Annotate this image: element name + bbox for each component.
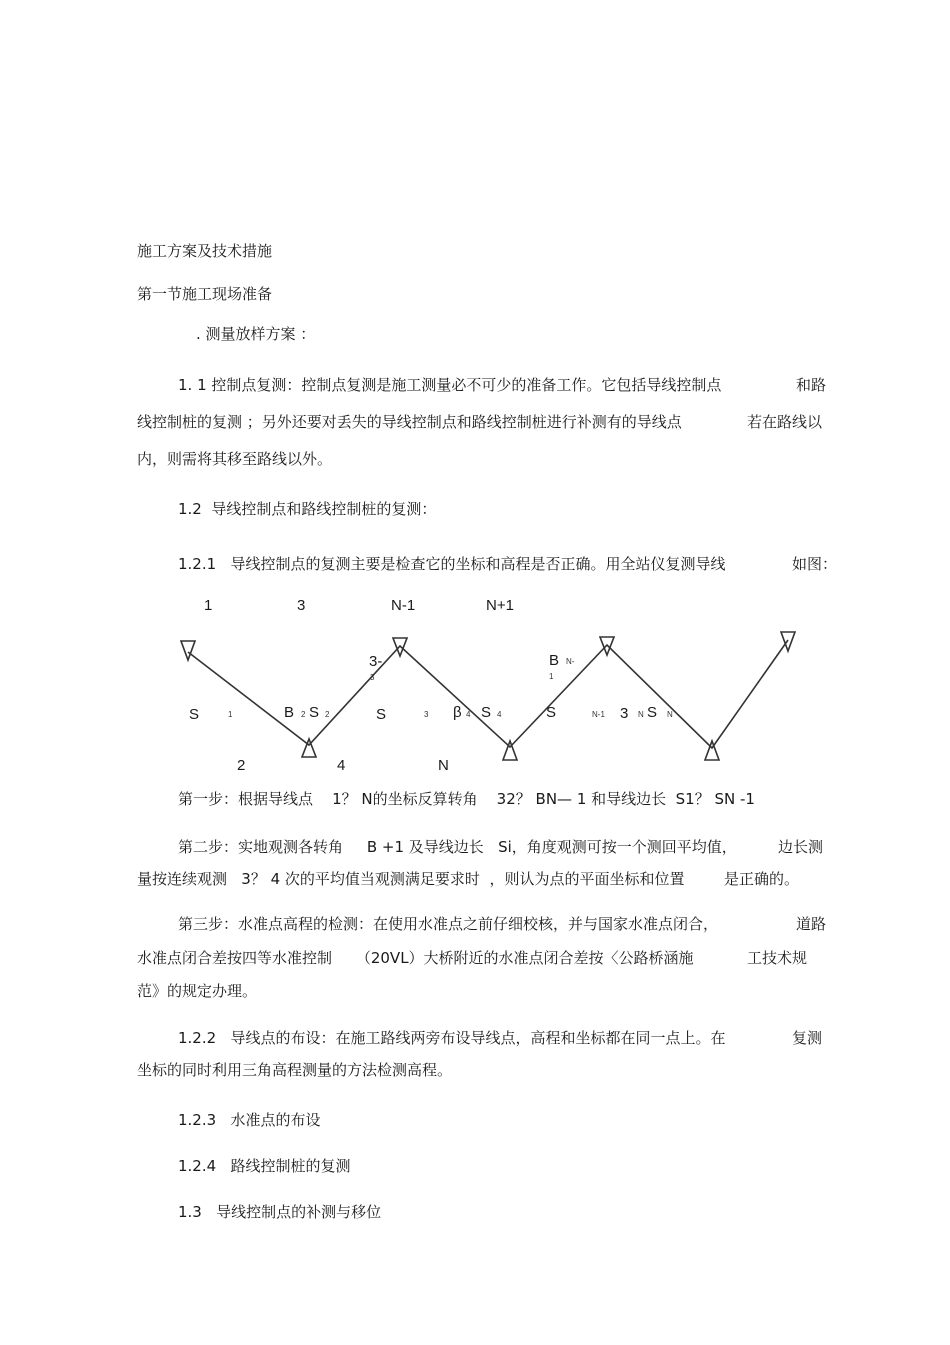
top-label-1: 1 [204, 597, 213, 614]
paragraph-1-2-1-end: 如图： [792, 555, 838, 573]
angle-sub-b-1: 1 [549, 672, 554, 681]
paragraph-1-1-line-3: 内，则需将其移至路线以外。 [137, 450, 333, 468]
heading-1-2-3: 1.2.3 水准点的布设 [178, 1111, 321, 1129]
paragraph-1-1-line-2: 线控制桩的复测 ；另外还要对丢失的导线控制点和路线控制桩进行补测有的导线点 [137, 413, 682, 431]
mid-sub-4b: 4 [497, 710, 502, 719]
mid-sub-4a: 4 [466, 710, 471, 719]
bottom-label-n: N [438, 757, 449, 774]
mid-label-n: N [638, 710, 644, 719]
mid-sub-n: N [667, 710, 673, 719]
mid-sub-2b: 2 [325, 710, 330, 719]
bottom-label-2: 2 [237, 757, 246, 774]
paragraph-1-1-line-1: 1. 1 控制点复测：控制点复测是施工测量必不可少的准备工作。它包括导线控制点 [178, 376, 722, 394]
heading-1-3: 1.3 导线控制点的补测与移位 [178, 1203, 382, 1221]
paragraph-1-2-2-line-2: 坐标的同时利用三角高程测量的方法检测高程。 [137, 1061, 453, 1079]
step-3-line-1: 第三步：水准点高程的检测：在使用水准点之前仔细校核，并与国家水准点闭合， [178, 915, 719, 933]
document-title: 施工方案及技术措施 [137, 242, 273, 260]
top-label-3: 3 [297, 597, 306, 614]
angle-sub-b-n: N- [566, 657, 575, 666]
mid-sub-3: 3 [424, 710, 429, 719]
mid-label-3: 3 [620, 705, 629, 722]
mid-sub-n-minus-1: N-1 [592, 710, 605, 719]
step-3-line-1-end: 道路 [796, 915, 827, 933]
mid-label-s1: S [189, 706, 200, 723]
mid-label-s-n: S [546, 704, 557, 721]
mid-sub-1: 1 [228, 710, 233, 719]
station-marker-1 [181, 641, 195, 660]
step-2-line-1-end: 边长测 [778, 838, 824, 856]
paragraph-1-1-line-1-end: 和路 [796, 376, 827, 394]
section-title: 第一节施工现场准备 [137, 285, 273, 303]
top-label-n-plus-1: N+1 [486, 597, 514, 614]
mid-label-s-last: S [647, 704, 658, 721]
heading-1-2-4: 1.2.4 路线控制桩的复测 [178, 1157, 351, 1175]
angle-label-3: 3- [369, 653, 383, 670]
paragraph-1-2-1: 1.2.1 导线控制点的复测主要是检查它的坐标和高程是否正确。用全站仪复测导线 [178, 555, 726, 573]
angle-sub-3: 3 [370, 673, 375, 682]
top-label-n-minus-1: N-1 [391, 597, 416, 614]
step-3-line-2: 水准点闭合差按四等水准控制 （20VL）大桥附近的水准点闭合差按〈公路桥涵施 [137, 949, 694, 967]
heading-1-2: 1.2 导线控制点和路线控制桩的复测： [178, 500, 437, 518]
step-2-line-1: 第二步：实地观测各转角 B +1 及导线边长 Si，角度观测可按一个测回平均值， [178, 838, 737, 856]
mid-label-s2: S [309, 704, 320, 721]
step-2-line-2-end: 是正确的。 [724, 870, 800, 888]
traverse-polyline [188, 640, 788, 748]
mid-label-beta4: β [453, 704, 462, 721]
step-3-line-3: 范》的规定办理。 [137, 982, 258, 1000]
mid-label-s3: S [376, 706, 387, 723]
paragraph-1-2-2-line-1: 1.2.2 导线点的布设：在施工路线两旁布设导线点，高程和坐标都在同一点上。在 [178, 1029, 726, 1047]
station-marker-4 [503, 741, 517, 760]
angle-label-b: B [549, 652, 560, 669]
mid-label-s4: S [481, 704, 492, 721]
paragraph-1-2-2-line-1-end: 复测 [792, 1029, 823, 1047]
step-3-line-2-end: 工技术规 [747, 949, 808, 967]
subsection-title: . 测量放样方案 ： [196, 325, 316, 343]
paragraph-1-1-line-2-end: 若在路线以 [747, 413, 823, 431]
mid-sub-2a: 2 [301, 710, 306, 719]
step-2-line-2: 量按连续观测 3？ 4 次的平均值当观测满足要求时 ，则认为点的平面坐标和位置 [137, 870, 685, 888]
mid-label-b2: B [284, 704, 295, 721]
bottom-label-4: 4 [337, 757, 346, 774]
step-1: 第一步：根据导线点 1？ N的坐标反算转角 32？ BN— 1 和导线边长 S1？ SN -1 [178, 790, 755, 808]
